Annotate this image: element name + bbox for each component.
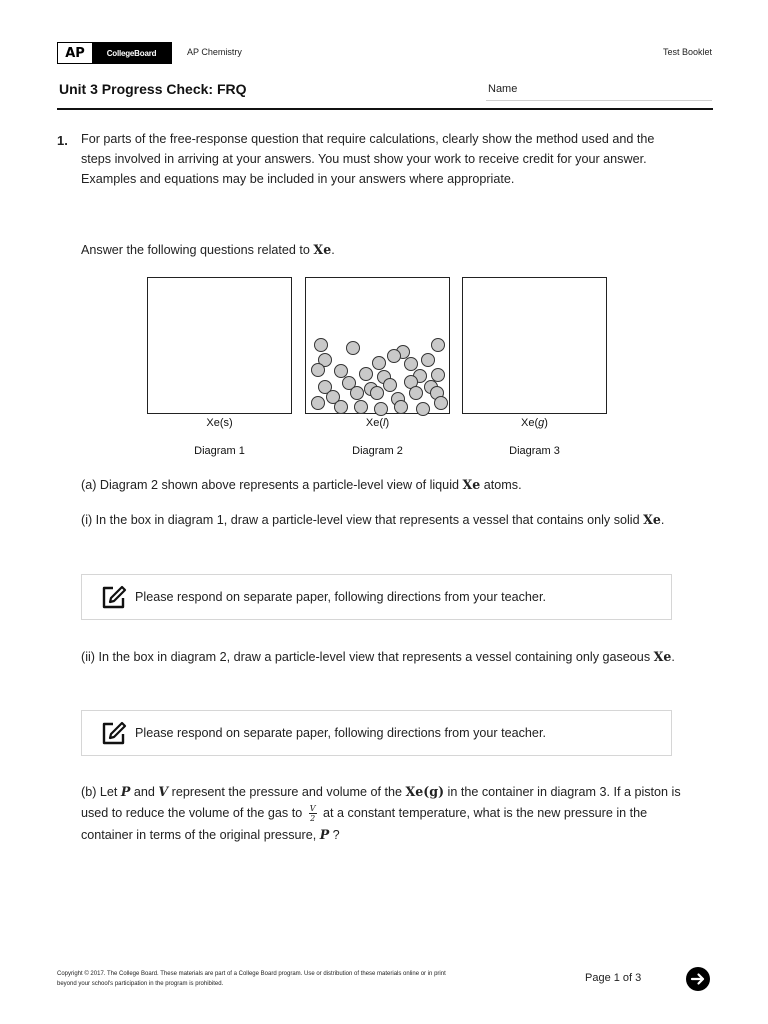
xe-atom-particle bbox=[409, 386, 423, 400]
part-a-ii-xe: Xe bbox=[653, 649, 672, 664]
fraction-denominator: 2 bbox=[310, 814, 316, 824]
xe-atom-particle bbox=[372, 356, 386, 370]
xe-atom-particle bbox=[350, 386, 364, 400]
xe-atom-particle bbox=[421, 353, 435, 367]
edit-pencil-icon bbox=[101, 720, 127, 746]
part-a-text bbox=[81, 475, 681, 495]
part-a-i-pre: (i) In the box in diagram 1, draw a particle-level view that represents a vessel that contains only solid bbox=[81, 513, 644, 527]
diagram-1-box bbox=[147, 277, 292, 414]
lead-xe: Xe bbox=[313, 242, 332, 257]
xe-atom-particle bbox=[387, 349, 401, 363]
question-lead bbox=[81, 240, 681, 260]
part-a-ii-post: . bbox=[671, 650, 675, 664]
diagram-2-state: Xe(l) bbox=[365, 417, 390, 429]
part-a-pre: (a) Diagram 2 shown above represents a particle-level view of liquid bbox=[81, 478, 463, 492]
edit-pencil-icon bbox=[101, 584, 127, 610]
xe-atom-particle bbox=[346, 341, 360, 355]
v-over-2-fraction bbox=[309, 804, 317, 823]
page-indicator: Page 1 of 3 bbox=[585, 972, 642, 984]
part-b-t3: represent the pressure and volume of the bbox=[168, 785, 406, 799]
part-b-t6: ? bbox=[329, 828, 340, 842]
fraction-numerator: V bbox=[309, 804, 316, 814]
part-a-post: atoms. bbox=[480, 478, 522, 492]
part-b-t1: (b) Let bbox=[81, 785, 121, 799]
copyright-line-2: beyond your school's participation in the program is prohibited. bbox=[57, 981, 224, 987]
logo-ap-text: AP bbox=[58, 43, 92, 63]
diagram-1-state: Xe(s) bbox=[206, 417, 233, 429]
course-name: AP Chemistry bbox=[187, 47, 242, 57]
part-b-t4: in the container in diagram 3. If a piston is used to reduce the volume of the gas to bbox=[81, 785, 681, 820]
part-b-P: P bbox=[120, 784, 131, 799]
question-intro: For parts of the free-response question that require calculations, clearly show the method used and the steps involved in arriving at your answers. You must show your work to receive credit for your answer. Examples and equations may be included in your answers where appropriate. bbox=[81, 132, 655, 186]
part-a-ii-pre: (ii) In the box in diagram 2, draw a particle-level view that represents a vessel containing only gaseous bbox=[81, 650, 654, 664]
part-a-ii-text bbox=[81, 647, 681, 667]
xe-atom-particle bbox=[374, 402, 388, 416]
part-a-xe: Xe bbox=[462, 477, 481, 492]
question-number: 1. bbox=[57, 133, 68, 148]
part-b-P2: P bbox=[319, 827, 330, 842]
response-instruction: Please respond on separate paper, following directions from your teacher. bbox=[135, 590, 546, 604]
xe-atom-particle bbox=[416, 402, 430, 416]
xe-atom-particle bbox=[359, 367, 373, 381]
xe-atom-particle bbox=[354, 400, 368, 414]
part-a-i-post: . bbox=[660, 513, 665, 527]
state-symbol: g bbox=[538, 417, 545, 429]
diagram-3-caption: Diagram 3 bbox=[509, 445, 560, 457]
lead-end: . bbox=[331, 243, 335, 257]
next-page-button[interactable] bbox=[686, 967, 710, 991]
xe-atom-particle bbox=[370, 386, 384, 400]
part-b-text bbox=[81, 781, 681, 846]
part-a-i-text bbox=[81, 510, 681, 530]
xe-atom-particle bbox=[311, 363, 325, 377]
diagram-2-caption: Diagram 2 bbox=[352, 445, 403, 457]
part-b-t2: and bbox=[130, 785, 159, 799]
part-a-i-xe: Xe bbox=[643, 512, 661, 527]
xe-atom-particle bbox=[334, 400, 348, 414]
response-box-1[interactable] bbox=[81, 574, 672, 620]
response-instruction: Please respond on separate paper, following directions from your teacher. bbox=[135, 726, 546, 740]
part-b-t5: at a constant temperature, what is the new pressure in the container in terms of the original pressure, bbox=[81, 806, 648, 842]
xe-atom-particle bbox=[394, 400, 408, 414]
copyright-notice bbox=[57, 969, 517, 989]
diagram-3-box bbox=[462, 277, 607, 414]
copyright-line-1: Copyright © 2017. The College Board. These materials are part of a College Board program. Use or distribution of these materials online or in print bbox=[57, 971, 446, 977]
booklet-label: Test Booklet bbox=[662, 47, 712, 57]
diagram-3-state: Xe(g) bbox=[521, 417, 548, 429]
name-field-label: Name bbox=[488, 83, 518, 95]
state-symbol: l bbox=[383, 417, 386, 429]
arrow-right-icon bbox=[690, 971, 706, 987]
header-divider bbox=[57, 108, 713, 110]
xe-atom-particle bbox=[383, 378, 397, 392]
xe-atom-particle bbox=[434, 396, 448, 410]
diagram-2-box bbox=[305, 277, 450, 414]
part-b-xeg: Xe(g) bbox=[405, 784, 445, 799]
response-box-2[interactable] bbox=[81, 710, 672, 756]
xe-atom-particle bbox=[311, 396, 325, 410]
xe-atom-particle bbox=[314, 338, 328, 352]
logo-collegeboard-text: CollegeBoard bbox=[92, 43, 171, 63]
lead-text: Answer the following questions related to bbox=[81, 243, 314, 257]
ap-collegeboard-logo bbox=[57, 42, 172, 64]
name-field-line[interactable] bbox=[486, 100, 712, 101]
page-title: Unit 3 Progress Check: FRQ bbox=[59, 81, 247, 97]
xe-atom-particle bbox=[431, 338, 445, 352]
diagram-1-caption: Diagram 1 bbox=[194, 445, 245, 457]
part-b-V: V bbox=[158, 784, 169, 799]
